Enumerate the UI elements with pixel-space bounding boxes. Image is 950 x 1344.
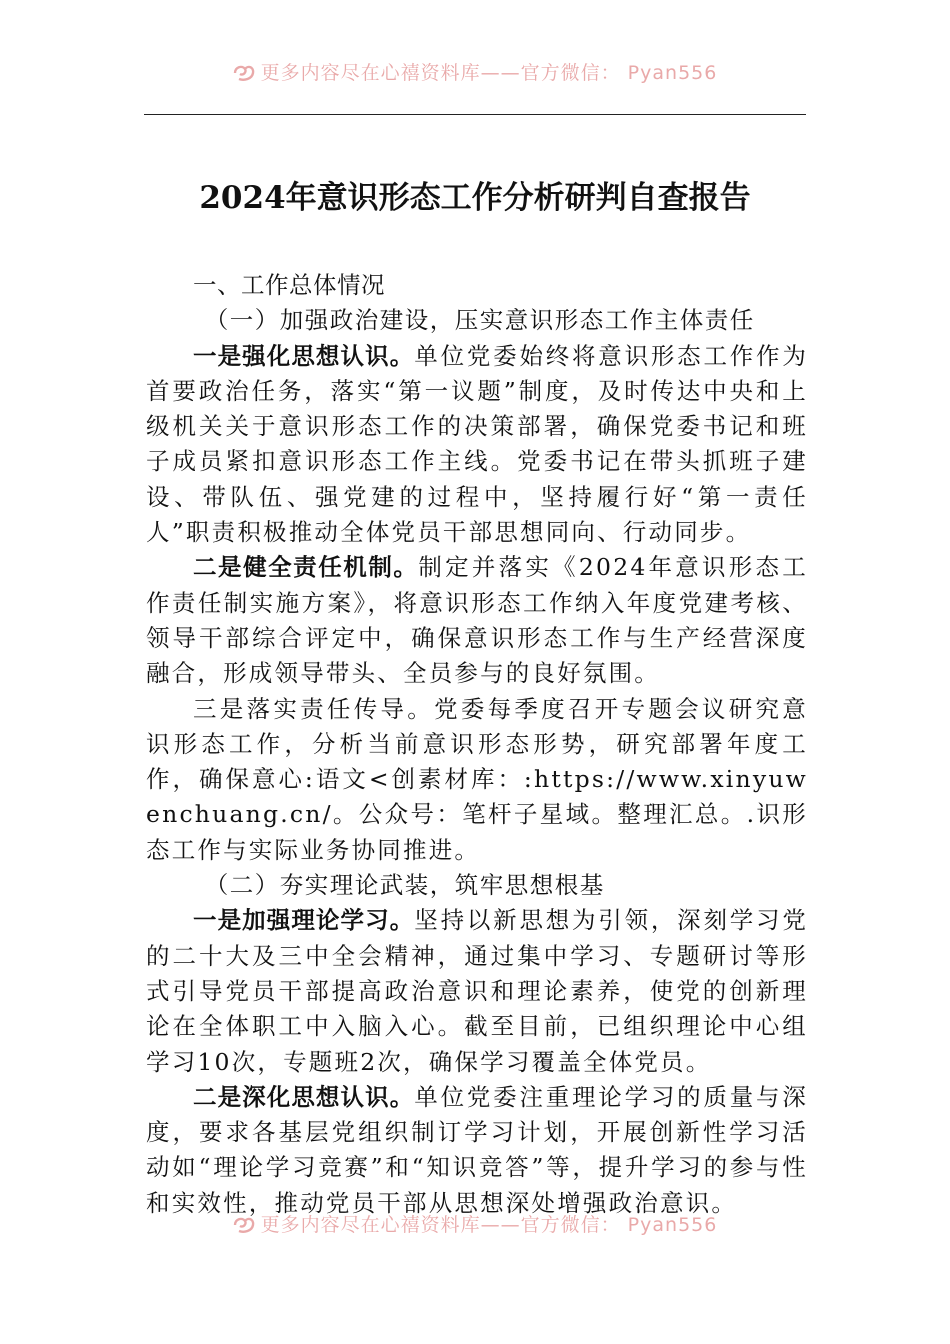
brand-logo-icon [233, 1216, 255, 1234]
paragraph-text: 三是落实责任传导。党委每季度召开专题会议研究意识形态工作，分析当前意识形态形势，研究部署年度工作，确保意心:语文<创素材库：:https://www.xinyuwenchuang.cn/。公众号：笔杆子星域。整理汇总。.识形态工作与实际业务协同推进。 [146, 694, 808, 864]
body-paragraph [146, 692, 808, 868]
document-body [146, 268, 808, 1221]
section-heading: 一、工作总体情况 [193, 271, 385, 299]
body-paragraph [146, 550, 808, 691]
header-watermark-text: 更多内容尽在心禧资料库——官方微信： Pyan556 [260, 62, 718, 84]
footer-watermark [0, 1210, 950, 1237]
header-watermark [0, 58, 950, 85]
paragraph-text: 单位党委注重理论学习的质量与深度，要求各基层党组织制订学习计划，开展创新性学习活动如“理论学习竞赛”和“知识竞答”等，提升学习的参与性和实效性，推动党员干部从思想深处增强政治意识。 [146, 1082, 809, 1217]
body-paragraph [146, 903, 808, 1079]
subsection-heading: （一）加强政治建设，压实意识形态工作主体责任 [204, 306, 755, 335]
body-paragraph [146, 1080, 808, 1221]
subsection-heading: （二）夯实理论武装，筑牢思想根基 [204, 871, 605, 900]
paragraph-text: 单位党委始终将意识形态工作作为首要政治任务，落实“第一议题”制度，及时传达中央和上级机关关于意识形态工作的决策部署，确保党委书记和班子成员紧扣意识形态工作主线。党委书记在带头抓班子建设、带队伍、强党建的过程中，坚持履行好“第一责任人”职责积极推动全体党员干部思想同向、行动同步。 [146, 341, 809, 547]
paragraph-text: 坚持以新思想为引领，深刻学习党的二十大及三中全会精神，通过集中学习、专题研讨等形式引导党员干部提高政治意识和理论素养，使党的创新理论在全体职工中入脑入心。截至目前，已组织理论中心组学习10次，专题班2次，确保学习覆盖全体党员。 [146, 906, 809, 1076]
body-paragraph [146, 339, 808, 551]
paragraph-lead: 二是深化思想认识。 [193, 1082, 415, 1111]
paragraph-lead: 一是加强理论学习。 [193, 906, 415, 935]
footer-watermark-text: 更多内容尽在心禧资料库——官方微信： Pyan556 [260, 1214, 718, 1236]
brand-logo-icon [233, 64, 255, 82]
document-title: 2024年意识形态工作分析研判自查报告 [199, 180, 751, 216]
paragraph-text: 制定并落实《2024年意识形态工作责任制实施方案》，将意识形态工作纳入年度党建考核、领导干部综合评定中，确保意识形态工作与生产经营深度融合，形成领导带头、全员参与的良好氛围。 [146, 553, 808, 688]
paragraph-lead: 一是强化思想认识。 [193, 341, 415, 370]
header-divider [144, 114, 806, 115]
paragraph-lead: 二是健全责任机制。 [193, 553, 419, 582]
